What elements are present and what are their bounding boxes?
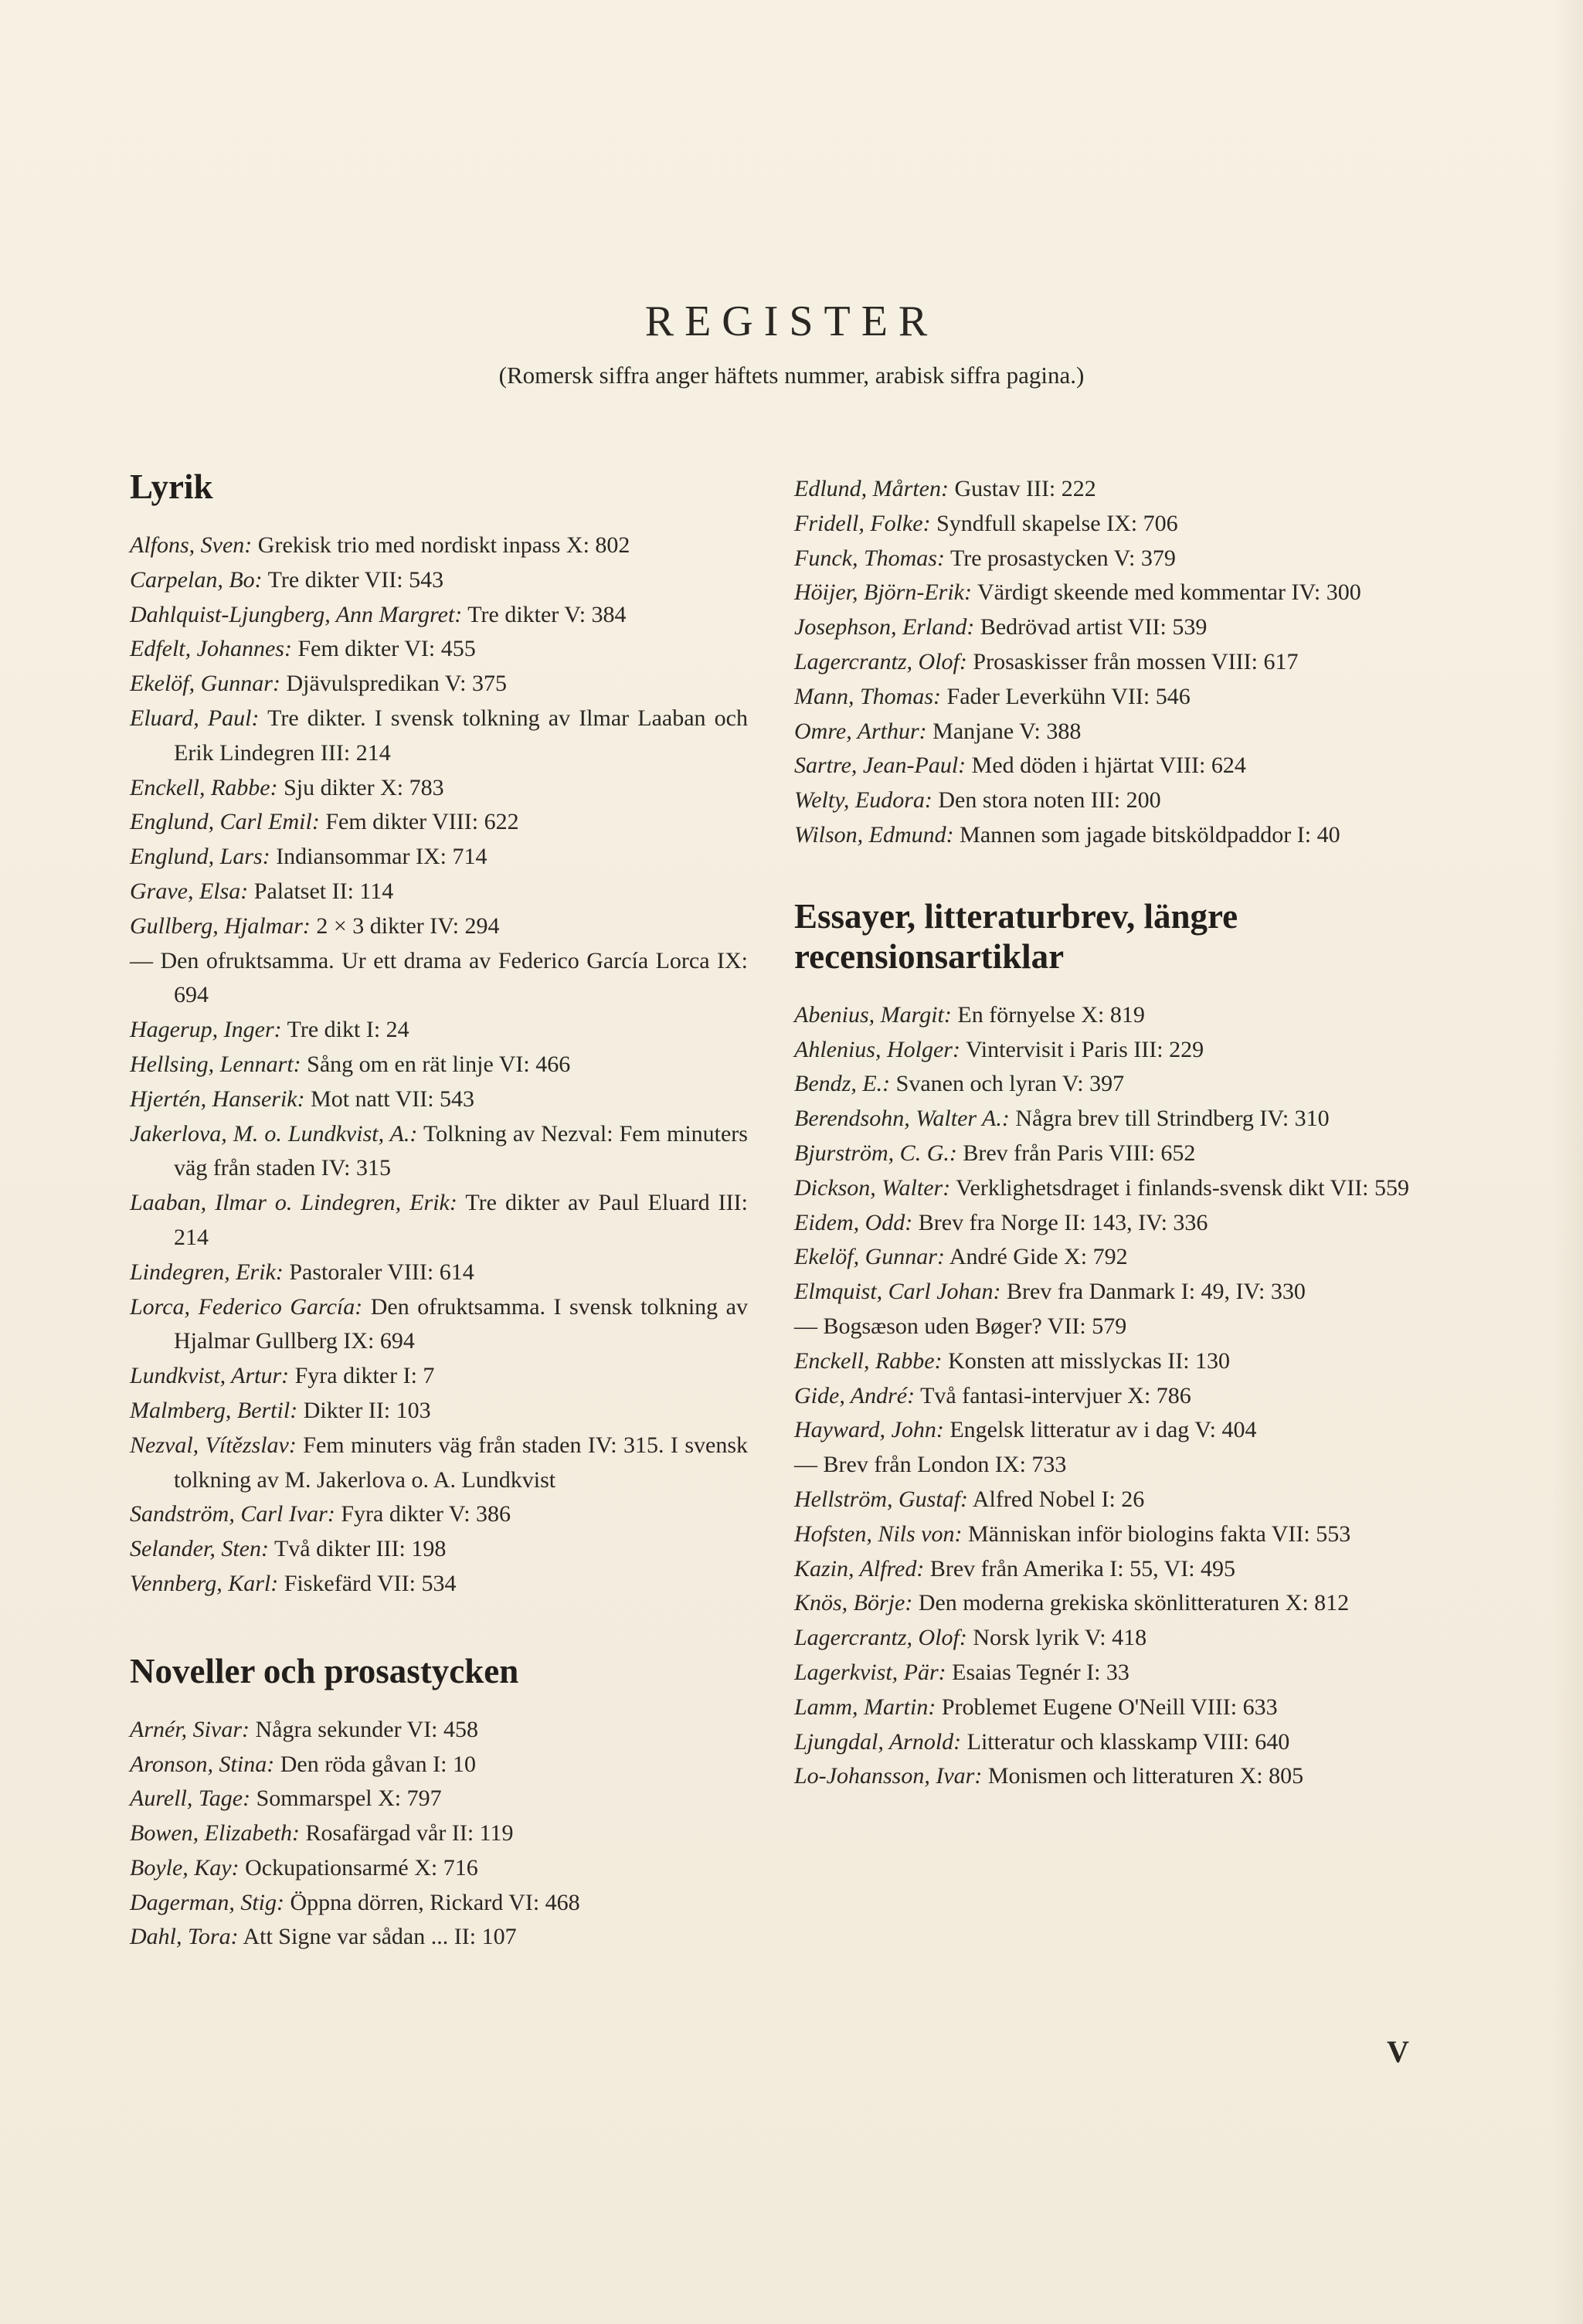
index-entry [794, 1240, 1412, 1275]
entry-author: Vennberg, Karl: [130, 1570, 279, 1596]
entry-author: Gullberg, Hjalmar: [130, 912, 311, 939]
page-edge-shadow [1552, 0, 1583, 2324]
entry-author: Enckell, Rabbe: [130, 774, 278, 800]
index-entry [794, 1483, 1412, 1517]
entry-title: Den moderna grekiska skönlitteraturen X: 812 [918, 1590, 1350, 1616]
entry-title: Vintervisit i Paris III: 229 [965, 1036, 1204, 1062]
entry-author: Bowen, Elizabeth: [130, 1820, 300, 1847]
index-entry [130, 667, 748, 702]
entry-title: Fem dikter VI: 455 [297, 636, 476, 662]
index-entry [130, 1886, 748, 1921]
index-entry [130, 1497, 748, 1532]
entry-list [794, 472, 1412, 853]
entry-title: Grekisk trio med nordiskt inpass X: 802 [257, 532, 630, 558]
index-entry [130, 1816, 748, 1851]
entry-title: Människan inför biologins fakta VII: 553 [968, 1520, 1351, 1547]
index-entry [130, 944, 748, 1014]
index-entry [130, 702, 748, 771]
entry-title: — Brev från London IX: 733 [794, 1452, 1067, 1478]
entry-author: Knös, Börje: [794, 1590, 913, 1616]
entry-list [130, 528, 748, 1602]
entry-title: Esaias Tegnér I: 33 [952, 1659, 1130, 1685]
entry-title: Brev från Paris VIII: 652 [963, 1140, 1196, 1166]
left-column [130, 467, 748, 2004]
index-entry [130, 1082, 748, 1117]
entry-author: Ahlenius, Holger: [794, 1036, 960, 1062]
entry-author: Bjurström, C. G.: [794, 1140, 957, 1166]
entry-author: Dagerman, Stig: [130, 1889, 284, 1915]
index-entry [130, 598, 748, 633]
index-entry [130, 875, 748, 909]
entry-author: Lagercrantz, Olof: [794, 1625, 967, 1651]
section-heading: Essayer, litteraturbrev, längre recensionsartiklar [794, 896, 1238, 976]
entry-title: En förnyelse X: 819 [957, 1001, 1145, 1028]
entry-title: Tre dikter VII: 543 [267, 566, 444, 593]
entry-author: Lagerkvist, Pär: [794, 1659, 946, 1685]
index-entry [794, 1517, 1412, 1552]
entry-author: Hayward, John: [794, 1417, 944, 1443]
entry-title: Den röda gåvan I: 10 [280, 1751, 476, 1777]
entry-author: Gide, André: [794, 1382, 915, 1408]
entry-title: Mot natt VII: 543 [311, 1086, 475, 1112]
index-entry [794, 507, 1412, 542]
index-entry [794, 1448, 1412, 1483]
index-entry [794, 1310, 1412, 1344]
entry-author: Abenius, Margit: [794, 1001, 952, 1028]
entry-author: Alfons, Sven: [130, 532, 253, 558]
entry-title: Med döden i hjärtat VIII: 624 [971, 753, 1246, 779]
entry-author: Laaban, Ilmar o. Lindegren, Erik: [130, 1190, 457, 1216]
index-entry [794, 749, 1412, 783]
entry-title: Rosafärgad vår II: 119 [305, 1820, 514, 1847]
page-title: REGISTER [644, 297, 939, 345]
entry-author: Eidem, Odd: [794, 1209, 913, 1235]
entry-author: Josephson, Erland: [794, 614, 975, 640]
index-entry [794, 1656, 1412, 1690]
entry-author: Grave, Elsa: [130, 878, 249, 904]
entry-author: Funck, Thomas: [794, 545, 945, 571]
index-entry [794, 1206, 1412, 1241]
index-entry [794, 610, 1412, 645]
entry-author: Lo-Johansson, Ivar: [794, 1763, 983, 1789]
entry-author: Welty, Eudora: [794, 787, 932, 814]
index-entry [794, 472, 1412, 507]
entry-author: Kazin, Alfred: [794, 1555, 925, 1582]
index-entry [130, 1920, 748, 1955]
index-entry [794, 818, 1412, 853]
entry-author: Sartre, Jean-Paul: [794, 753, 966, 779]
entry-title: Svanen och lyran V: 397 [895, 1071, 1125, 1097]
entry-title: Pastoraler VIII: 614 [289, 1259, 474, 1285]
index-entry [130, 1851, 748, 1886]
entry-title: Tre dikter V: 384 [467, 601, 627, 627]
entry-title: Indiansommar IX: 714 [276, 844, 487, 870]
entry-author: Ekelöf, Gunnar: [130, 671, 280, 697]
entry-title: Palatset II: 114 [253, 878, 394, 904]
entry-title: Syndfull skapelse IX: 706 [936, 510, 1178, 536]
entry-author: Edlund, Mårten: [794, 476, 949, 501]
entry-author: Bendz, E.: [794, 1071, 891, 1097]
entry-title: Brev fra Norge II: 143, IV: 336 [918, 1209, 1208, 1235]
entry-author: Enckell, Rabbe: [794, 1347, 943, 1374]
entry-title: Problemet Eugene O'Neill VIII: 633 [941, 1694, 1278, 1720]
entry-author: Mann, Thomas: [794, 683, 942, 709]
entry-author: Hjertén, Hanserik: [130, 1086, 305, 1112]
entry-author: Fridell, Folke: [794, 510, 931, 536]
entry-author: Ljungdal, Arnold: [794, 1728, 962, 1755]
section-heading: Noveller och prosastycken [130, 1651, 519, 1690]
entry-title: Tre dikter. I svensk tolkning av Ilmar Laaban och Erik Lindegren III: 214 [174, 705, 748, 766]
entry-title: Verklighetsdraget i finlands-svensk dikt VII: 559 [956, 1174, 1410, 1201]
entry-author: Hofsten, Nils von: [794, 1520, 963, 1547]
entry-title: Fem dikter VIII: 622 [325, 809, 519, 835]
index-entry [794, 1067, 1412, 1102]
index-entry [794, 1102, 1412, 1137]
entry-title: Brev från Amerika I: 55, VI: 495 [929, 1555, 1236, 1582]
entry-author: Aronson, Stina: [130, 1751, 275, 1777]
index-entry [130, 1782, 748, 1816]
entry-title: — Den ofruktsamma. Ur ett drama av Federico García Lorca IX: 694 [130, 947, 748, 1008]
entry-author: Eluard, Paul: [130, 705, 260, 731]
entry-author: Aurell, Tage: [130, 1785, 251, 1812]
index-entry [794, 1621, 1412, 1656]
index-entry [130, 909, 748, 944]
entry-author: Dickson, Walter: [794, 1174, 951, 1201]
entry-author: Selander, Sten: [130, 1536, 269, 1562]
index-entry [794, 1275, 1412, 1310]
index-entry [130, 1532, 748, 1567]
section-noveller-continued [794, 472, 1412, 853]
index-entry [794, 576, 1412, 610]
entry-author: Sandström, Carl Ivar: [130, 1501, 335, 1527]
entry-title: Litteratur och klasskamp VIII: 640 [966, 1728, 1290, 1755]
entry-author: Lundkvist, Artur: [130, 1363, 290, 1389]
index-entry [794, 783, 1412, 818]
entry-title: 2 × 3 dikter IV: 294 [316, 912, 500, 939]
entry-title: Engelsk litteratur av i dag V: 404 [949, 1417, 1257, 1443]
index-entry [130, 1290, 748, 1360]
entry-author: Englund, Lars: [130, 844, 270, 870]
entry-title: Tolkning av Nezval: Fem minuters väg från staden IV: 315 [174, 1120, 748, 1181]
entry-title: Värdigt skeende med kommentar IV: 300 [977, 579, 1361, 606]
entry-title: Gustav III: 222 [954, 476, 1096, 501]
entry-title: André Gide X: 792 [949, 1244, 1128, 1270]
index-entry [794, 1413, 1412, 1448]
entry-title: Fem minuters väg från staden IV: 315. I svensk tolkning av M. Jakerlova o. A. Lundkvist [174, 1432, 748, 1493]
index-entry [130, 1013, 748, 1048]
entry-author: Lindegren, Erik: [130, 1259, 284, 1285]
entry-title: — Bogsæson uden Bøger? VII: 579 [794, 1313, 1127, 1339]
entry-author: Englund, Carl Emil: [130, 809, 320, 835]
right-column [794, 472, 1412, 1843]
index-entry [794, 1552, 1412, 1587]
entry-author: Wilson, Edmund: [794, 821, 954, 848]
index-entry [130, 1429, 748, 1498]
entry-title: Två dikter III: 198 [273, 1536, 447, 1562]
section-heading: Lyrik [130, 467, 213, 506]
entry-author: Lagercrantz, Olof: [794, 648, 967, 674]
index-entry [130, 1186, 748, 1255]
entry-author: Edfelt, Johannes: [130, 636, 292, 662]
entry-title: Öppna dörren, Rickard VI: 468 [290, 1889, 580, 1915]
entry-author: Boyle, Kay: [130, 1854, 239, 1881]
index-entry [794, 1033, 1412, 1068]
entry-list [130, 1713, 748, 1955]
entry-title: Att Signe var sådan ... II: 107 [243, 1924, 517, 1950]
entry-title: Fyra dikter V: 386 [341, 1501, 511, 1527]
entry-author: Hellsing, Lennart: [130, 1051, 301, 1077]
entry-title: Sång om en rät linje VI: 466 [307, 1051, 571, 1077]
index-entry [130, 805, 748, 840]
entry-title: Djävulspredikan V: 375 [286, 671, 507, 697]
index-entry [794, 1586, 1412, 1621]
entry-title: Några sekunder VI: 458 [255, 1716, 479, 1742]
index-entry [130, 1748, 748, 1782]
index-entry [794, 645, 1412, 680]
index-entry [130, 771, 748, 806]
entry-list [794, 998, 1412, 1794]
section-noveller [130, 1651, 748, 1955]
index-entry [130, 1117, 748, 1187]
entry-author: Ekelöf, Gunnar: [794, 1244, 945, 1270]
entry-author: Malmberg, Bertil: [130, 1397, 298, 1423]
index-entry [130, 1359, 748, 1394]
entry-author: Berendsohn, Walter A.: [794, 1106, 1010, 1132]
entry-title: Monismen och litteraturen X: 805 [987, 1763, 1304, 1789]
index-entry [794, 542, 1412, 576]
index-entry [794, 1171, 1412, 1206]
index-entry [794, 1379, 1412, 1414]
entry-author: Dahl, Tora: [130, 1924, 239, 1950]
entry-title: Prosaskisser från mossen VIII: 617 [973, 648, 1299, 674]
entry-author: Carpelan, Bo: [130, 566, 263, 593]
entry-title: Sju dikter X: 783 [284, 774, 444, 800]
entry-title: Några brev till Strindberg IV: 310 [1015, 1106, 1330, 1132]
section-essayer [794, 896, 1412, 1794]
index-entry [794, 1344, 1412, 1379]
entry-title: Bedrövad artist VII: 539 [980, 614, 1208, 640]
page-subtitle: (Romersk siffra anger häftets nummer, arabisk siffra pagina.) [498, 362, 1085, 389]
entry-title: Fiskefärd VII: 534 [284, 1570, 457, 1596]
index-entry [130, 1255, 748, 1290]
entry-title: Manjane V: 388 [932, 718, 1082, 744]
index-entry [794, 715, 1412, 749]
index-entry [130, 632, 748, 667]
entry-author: Jakerlova, M. o. Lundkvist, A.: [130, 1120, 418, 1147]
index-entry [130, 528, 748, 563]
index-entry [794, 998, 1412, 1033]
entry-title: Ockupationsarmé X: 716 [245, 1854, 478, 1881]
index-entry [794, 1759, 1412, 1794]
page-number: V [1387, 2034, 1409, 2069]
entry-author: Omre, Arthur: [794, 718, 927, 744]
section-lyrik [130, 467, 748, 1602]
entry-title: Den stora noten III: 200 [938, 787, 1161, 814]
index-entry [130, 1394, 748, 1429]
index-entry [130, 1567, 748, 1602]
index-entry [794, 1725, 1412, 1760]
entry-title: Tre dikter av Paul Eluard III: 214 [174, 1190, 748, 1250]
entry-author: Elmquist, Carl Johan: [794, 1279, 1001, 1305]
entry-title: Mannen som jagade bitsköldpaddor I: 40 [960, 821, 1340, 848]
entry-title: Konsten att misslyckas II: 130 [948, 1347, 1231, 1374]
entry-title: Brev fra Danmark I: 49, IV: 330 [1007, 1279, 1306, 1305]
entry-title: Alfred Nobel I: 26 [972, 1486, 1145, 1512]
index-entry [130, 840, 748, 875]
index-entry [794, 680, 1412, 715]
entry-author: Nezval, Vítězslav: [130, 1432, 297, 1458]
index-entry [130, 1048, 748, 1082]
entry-author: Arnér, Sivar: [130, 1716, 250, 1742]
entry-title: Tre dikt I: 24 [287, 1017, 409, 1043]
entry-author: Hellström, Gustaf: [794, 1486, 968, 1512]
entry-author: Lorca, Federico García: [130, 1293, 363, 1320]
entry-author: Dahlquist-Ljungberg, Ann Margret: [130, 601, 463, 627]
entry-title: Dikter II: 103 [303, 1397, 431, 1423]
entry-title: Tre prosastycken V: 379 [949, 545, 1176, 571]
index-entry [794, 1690, 1412, 1725]
entry-title: Fyra dikter I: 7 [294, 1363, 435, 1389]
index-entry [130, 563, 748, 598]
entry-title: Fader Leverkühn VII: 546 [946, 683, 1191, 709]
entry-author: Hagerup, Inger: [130, 1017, 282, 1043]
entry-title: Sommarspel X: 797 [256, 1785, 442, 1812]
entry-title: Den ofruktsamma. I svensk tolkning av Hjalmar Gullberg IX: 694 [174, 1293, 749, 1354]
entry-author: Lamm, Martin: [794, 1694, 936, 1720]
index-entry [794, 1137, 1412, 1171]
entry-author: Höijer, Björn-Erik: [794, 579, 972, 606]
index-entry [130, 1713, 748, 1748]
entry-title: Norsk lyrik V: 418 [973, 1625, 1147, 1651]
entry-title: Två fantasi-intervjuer X: 786 [920, 1382, 1191, 1408]
